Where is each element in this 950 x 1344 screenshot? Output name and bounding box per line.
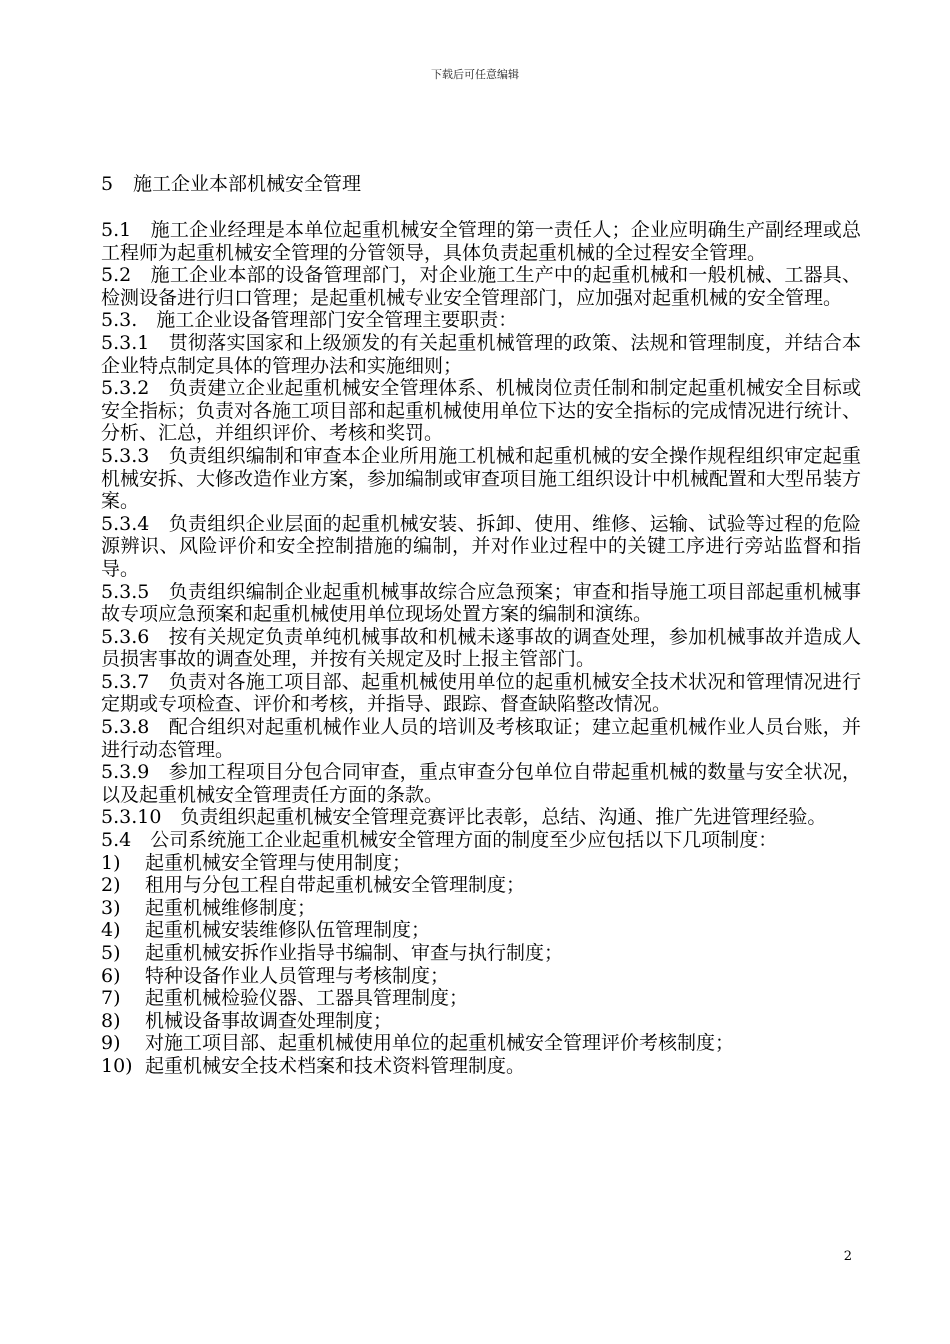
list-item (101, 1010, 861, 1033)
paragraph: 5.3.3 负责组织编制和审查本企业所用施工机械和起重机械的安全操作规程组织审定起重机械安拆、大修改造作业方案，参加编制或审查项目施工组织设计中机械配置和大型吊装方案。 (101, 444, 862, 513)
list-text: 机械设备事故调查处理制度； (145, 1009, 393, 1032)
list-item (101, 897, 861, 920)
paragraph: 5.3.7 负责对各施工项目部、起重机械使用单位的起重机械安全技术状况和管理情况进行定期或专项检查、评价和考核，并指导、跟踪、督查缺陷整改情况。 (101, 670, 861, 716)
paragraph: 5.3.1 贯彻落实国家和上级颁发的有关起重机械管理的政策、法规和管理制度，并结合本企业特点制定具体的管理办法和实施细则； (101, 331, 861, 377)
list-text: 起重机械安全技术档案和技术资料管理制度。 (145, 1054, 526, 1077)
list-number: 4) (101, 919, 121, 942)
list-number: 9) (101, 1032, 121, 1055)
list-number: 2) (101, 874, 121, 897)
list-item (101, 965, 861, 988)
list-item (101, 1032, 861, 1055)
list-item (101, 874, 861, 897)
list-text: 起重机械检验仪器、工器具管理制度； (145, 987, 469, 1010)
list-text: 特种设备作业人员管理与考核制度； (145, 964, 450, 987)
list-text: 起重机械安拆作业指导书编制、审查与执行制度； (145, 942, 564, 964)
list-text: 租用与分包工程自带起重机械安全管理制度； (145, 874, 526, 897)
list-item (101, 987, 861, 1010)
list-item (101, 1055, 861, 1078)
list-number: 3) (101, 896, 121, 919)
list-number: 6) (101, 964, 121, 987)
paragraph: 5.3. 施工企业设备管理部门安全管理主要职责： (101, 309, 518, 332)
paragraph: 5.4 公司系统施工企业起重机械安全管理方面的制度至少应包括以下几项制度： (101, 829, 778, 852)
list-text: 起重机械安全管理与使用制度； (145, 851, 412, 874)
list-number: 1) (101, 851, 121, 874)
page-number: 2 (843, 1249, 852, 1264)
list-number: 7) (101, 987, 121, 1010)
list-number: 5) (101, 942, 121, 964)
list-item (101, 942, 861, 965)
paragraph: 5.3.6 按有关规定负责单纯机械事故和机械未遂事故的调查处理，参加机械事故并造成人员损害事故的调查处理，并按有关规定及时上报主管部门。 (101, 625, 861, 671)
list-item (101, 852, 861, 875)
paragraph: 5.3.5 负责组织编制企业起重机械事故综合应急预案；审查和指导施工项目部起重机械事故专项应急预案和起重机械使用单位现场处置方案的编制和演练。 (101, 580, 861, 626)
paragraph: 5.2 施工企业本部的设备管理部门，对企业施工生产中的起重机械和一般机械、工器具、检测设备进行归口管理；是起重机械专业安全管理部门，应加强对起重机械的安全管理。 (101, 264, 861, 309)
section-title: 施工企业本部机械安全管理 (133, 173, 362, 195)
paragraph: 5.3.10 负责组织起重机械安全管理竞赛评比表彰，总结、沟通、推广先进管理经验。 (101, 806, 827, 829)
section-number: 5 (101, 173, 114, 195)
paragraph: 5.3.9 参加工程项目分包合同审查，重点审查分包单位自带起重机械的数量与安全状况，以及起重机械安全管理责任方面的条款。 (101, 761, 861, 806)
list-item (101, 919, 861, 942)
list-number: 8) (101, 1009, 121, 1032)
paragraph: 5.3.8 配合组织对起重机械作业人员的培训及考核取证；建立起重机械作业人员台账，并进行动态管理。 (101, 716, 861, 761)
paragraph: 5.3.2 负责建立企业起重机械安全管理体系、机械岗位责任制和制定起重机械安全目标或安全指标；负责对各施工项目部和起重机械使用单位下达的安全指标的完成情况进行统计、分析、汇总，并组织评价、考核和奖罚。 (101, 377, 862, 445)
paragraph: 5.3.4 负责组织企业层面的起重机械安装、拆卸、使用、维修、运输、试验等过程的危险源辨识、风险评价和安全控制措施的编制，并对作业过程中的关键工序进行旁站监督和指导。 (101, 512, 861, 580)
list-text: 对施工项目部、起重机械使用单位的起重机械安全管理评价考核制度； (145, 1032, 735, 1055)
list-number: 10) (101, 1054, 133, 1077)
list-text: 起重机械维修制度； (145, 896, 317, 919)
list-text: 起重机械安装维修队伍管理制度； (145, 919, 431, 942)
page-header: 下载后可任意编辑 (431, 68, 519, 81)
section-heading (101, 173, 361, 195)
document-body (101, 219, 861, 1078)
paragraph: 5.1 施工企业经理是本单位起重机械安全管理的第一责任人；企业应明确生产副经理或总工程师为起重机械安全管理的分管领导，具体负责起重机械的全过程安全管理。 (101, 219, 861, 264)
